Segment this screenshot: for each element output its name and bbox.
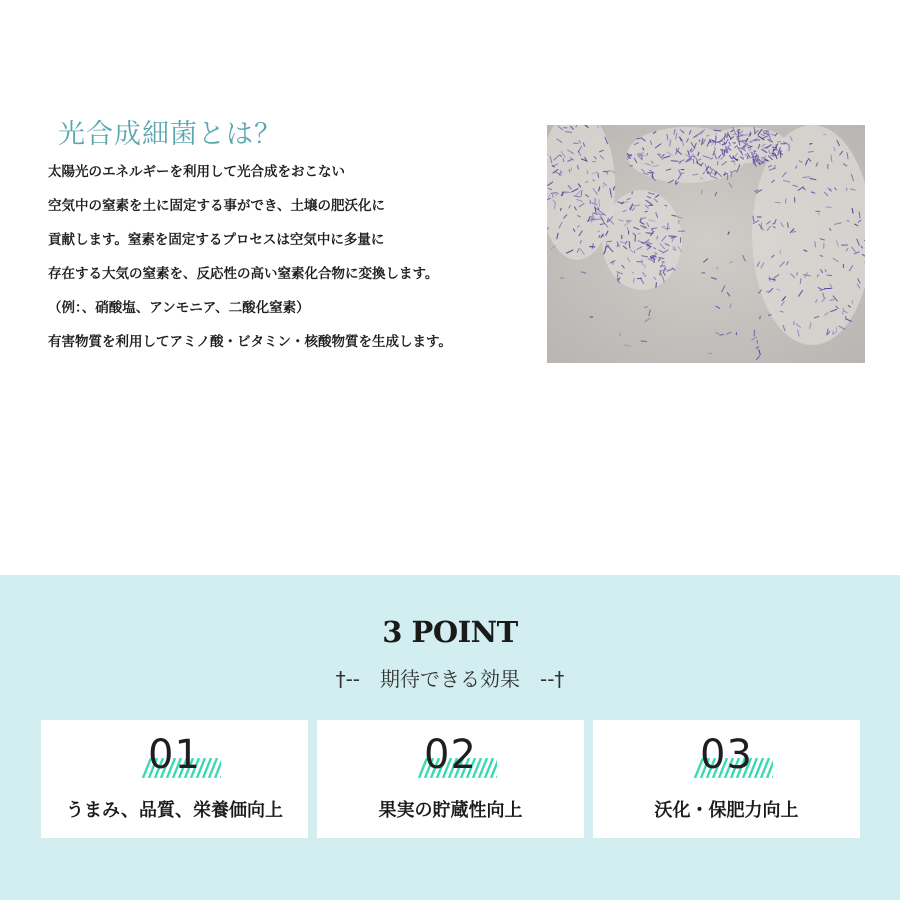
points-subheading: †-- 期待できる効果 --† (335, 667, 565, 691)
microscope-photo (547, 125, 865, 363)
intro-line: （例：、硝酸塩、アンモニア、二酸化窒素） (48, 300, 310, 316)
points-section (0, 575, 900, 900)
intro-text (48, 158, 538, 362)
point-number: 01 (148, 732, 201, 778)
intro-line: 存在する大気の窒素を、反応性の高い窒素化合物に変換します。 (48, 266, 439, 282)
intro-line: 太陽光のエネルギーを利用して光合成をおこない (48, 164, 345, 180)
bacteria-microscope-image (547, 125, 865, 363)
point-label: 沃化・保肥力向上 (654, 800, 799, 821)
point-label: うまみ、品質、栄養価向上 (65, 800, 284, 821)
intro-line: 有害物質を利用してアミノ酸・ビタミン・核酸物質を生成します。 (48, 334, 452, 350)
intro-line: 空気中の窒素を土に固定する事ができ、土壌の肥沃化に (48, 198, 385, 214)
point-card-2 (317, 720, 584, 838)
intro-title: 光合成細菌とは？ (58, 119, 282, 150)
point-number: 02 (424, 732, 477, 778)
point-card-3 (593, 720, 860, 838)
point-number: 03 (700, 732, 753, 778)
point-label: 果実の貯蔵性向上 (378, 800, 523, 821)
point-card-1 (41, 720, 308, 838)
intro-line: 貢献します。窒素を固定するプロセスは空気中に多量に (48, 232, 385, 248)
points-heading: 3 POINT (382, 615, 518, 649)
